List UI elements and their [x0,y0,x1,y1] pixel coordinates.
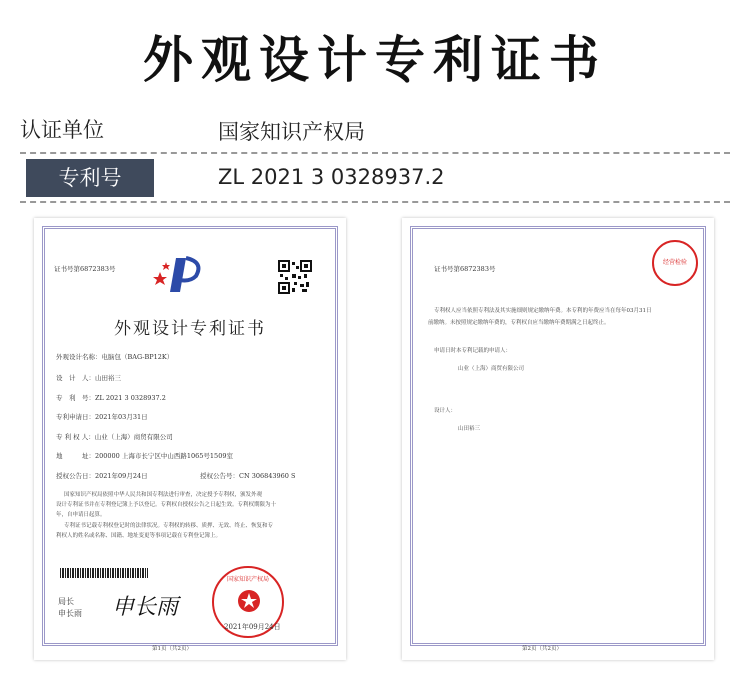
certificate-border [410,226,706,646]
cert-number: 证书号第6872383号 [54,265,116,273]
qr-code [278,260,312,294]
patent-value: ZL 2021 3 0328937.2 [218,165,445,189]
director-sub: 申长雨 [58,609,82,618]
seal-text: 经营检验 [662,259,687,266]
authority-row [20,104,730,154]
grant-number: 授权公告号：CN 306843960 S [200,472,296,480]
patent-number: 专 利 号：ZL 2021 3 0328937.2 [56,394,166,402]
body-text: 国家知识产权局依照中华人民共和国专利法进行审查，决定授予专利权，颁发外观 [64,492,263,498]
patentee: 专 利 权 人：山业（上海）商贸有限公司 [56,433,173,441]
patent-row [20,153,730,203]
cnipa-logo [150,252,210,300]
fee-text: 前缴纳。未按照规定缴纳年费的，专利权自应当缴纳年费期满之日起终止。 [428,320,610,326]
applicant-label: 申请日时本专利记载的申请人： [434,348,512,354]
page-title: 外观设计专利证书 [143,31,607,89]
body-text: 利权人的姓名或名称、国籍、地址变更等事项记载在专利登记簿上。 [56,533,222,539]
barcode [60,568,148,578]
designer-name: 山田裕三 [458,426,481,432]
applicant-name: 山业（上海）商贸有限公司 [458,366,525,372]
body-text: 年，自申请日起算。 [56,512,106,518]
fee-text: 专利权人应当依照专利法及其实施细则规定缴纳年费。本专利的年费应当在每年03月31日 [434,308,652,314]
national-emblem-icon [236,588,262,614]
patent-label: 专利号 [26,159,154,197]
designer-label: 设计人： [434,408,457,414]
cert-number: 证书号第6872383号 [434,265,496,273]
designer: 设 计 人：山田裕三 [56,374,121,382]
certificate-page-2 [402,218,714,660]
page-number: 第2页（共2页） [522,646,562,652]
grant-date: 授权公告日：2021年09月24日 [56,472,148,480]
body-text: 设计专利证书并在专利登记簿上予以登记。专利权自授权公告之日起生效。专利权期限为十 [56,502,277,508]
inspection-seal [652,240,698,286]
page-number: 第1页（共2页） [152,646,192,652]
divider [20,201,730,203]
authority-label: 认证单位 [20,118,104,142]
body-text: 专利证书记载专利权登记时的法律状况。专利权的转移、质押、无效、终止、恢复和专 [64,523,274,529]
seal-text: 国家知识产权局 [226,576,269,583]
address: 地 址：200000 上海市长宁区中山西路1065号1509室 [56,452,233,460]
certificate-page-1 [34,218,346,660]
authority-value: 国家知识产权局 [218,120,365,144]
director-signature: 申长雨 [112,595,179,620]
director-label: 局长 [58,597,74,606]
seal-date: 2021年09月24日 [224,623,281,631]
design-name: 外观设计名称：电脑包（BAG-BP12K） [56,353,174,361]
certificate-title: 外观设计专利证书 [114,319,266,339]
filing-date: 专利申请日：2021年03月31日 [56,413,148,421]
